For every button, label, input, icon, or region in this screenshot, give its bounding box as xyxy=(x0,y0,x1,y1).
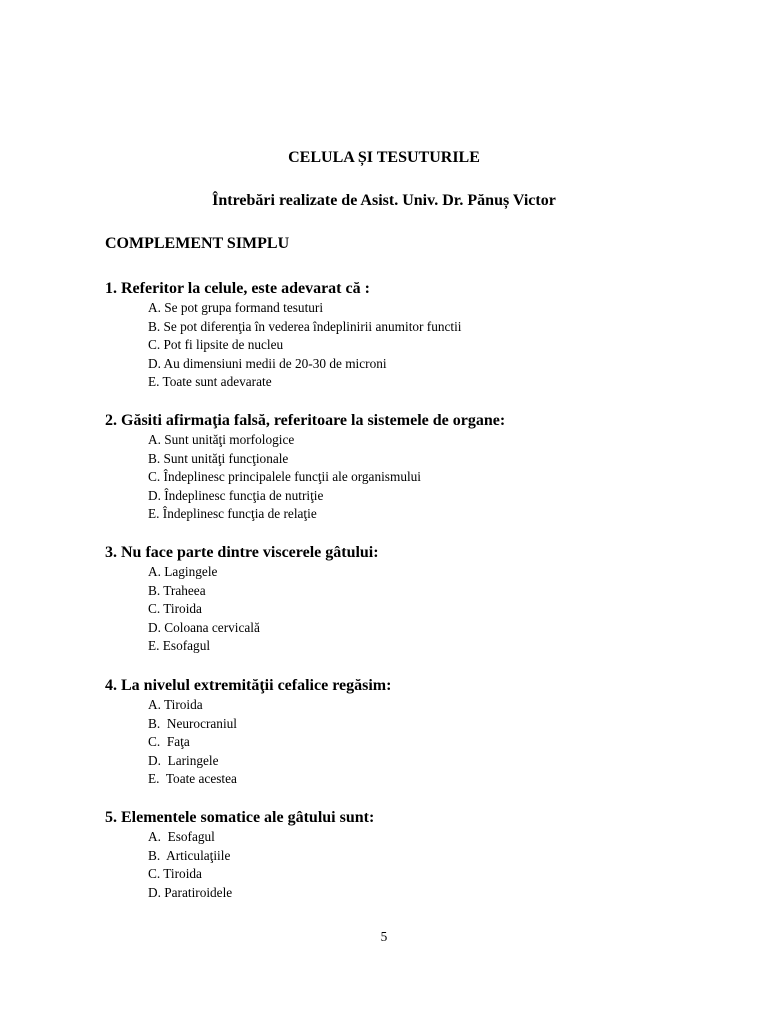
section-heading: COMPLEMENT SIMPLU xyxy=(105,235,290,252)
question-text: 1. Referitor la celule, este adevarat că : xyxy=(105,280,370,297)
answer-options xyxy=(105,563,725,656)
answer-option: A. Tiroida xyxy=(148,697,203,712)
question-4 xyxy=(105,676,725,789)
answer-option: D. Paratiroidele xyxy=(148,884,233,900)
question-2 xyxy=(105,411,725,524)
answer-option: B. Se pot diferenţia în vederea îndeplinirii anumitor functii xyxy=(148,318,462,334)
answer-option: B. Traheea xyxy=(148,582,206,598)
answer-option: A. Sunt unităţi morfologice xyxy=(148,432,295,447)
answer-options xyxy=(105,696,725,789)
question-text: 5. Elementele somatice ale gâtului sunt: xyxy=(105,809,375,826)
page-number: 5 xyxy=(380,929,388,944)
answer-option: A. Lagingele xyxy=(148,564,218,579)
answer-option: B. Sunt unităţi funcţionale xyxy=(148,450,289,466)
answer-option: B. Neurocraniul xyxy=(148,715,237,731)
question-5 xyxy=(105,808,725,902)
question-text: 4. La nivelul extremităţii cefalice regăsim: xyxy=(105,677,392,694)
answer-option: C. Îndeplinesc principalele funcţii ale organismului xyxy=(148,469,422,484)
document-title: CELULA ȘI TESUTURILE xyxy=(288,149,480,166)
document-subtitle: Întrebări realizate de Asist. Univ. Dr. Pănuș Victor xyxy=(212,192,556,209)
question-3 xyxy=(105,543,725,656)
answer-option: A. Esofagul xyxy=(148,829,215,844)
answer-option: A. Se pot grupa formand tesuturi xyxy=(148,300,324,315)
answer-option: D. Îndeplinesc funcţia de nutriţie xyxy=(148,487,324,503)
answer-options xyxy=(105,828,725,902)
question-1 xyxy=(105,279,725,392)
answer-option: E. Toate sunt adevarate xyxy=(148,374,272,389)
answer-option: D. Coloana cervicală xyxy=(148,619,260,635)
answer-option: B. Articulaţiile xyxy=(148,847,231,863)
answer-option: C. Faţa xyxy=(148,734,190,749)
answer-option: E. Toate acestea xyxy=(148,771,237,786)
answer-option: E. Esofagul xyxy=(148,638,211,653)
answer-options xyxy=(105,299,725,392)
answer-option: C. Pot fi lipsite de nucleu xyxy=(148,337,284,352)
answer-option: E. Îndeplinesc funcţia de relaţie xyxy=(148,506,317,521)
answer-options xyxy=(105,431,725,524)
question-text: 3. Nu face parte dintre viscerele gâtului: xyxy=(105,544,379,561)
answer-option: D. Au dimensiuni medii de 20-30 de microni xyxy=(148,355,387,371)
question-text: 2. Găsiti afirmaţia falsă, referitoare la sistemele de organe: xyxy=(105,412,506,429)
answer-option: C. Tiroida xyxy=(148,601,202,616)
answer-option: C. Tiroida xyxy=(148,866,202,881)
answer-option: D. Laringele xyxy=(148,752,219,768)
